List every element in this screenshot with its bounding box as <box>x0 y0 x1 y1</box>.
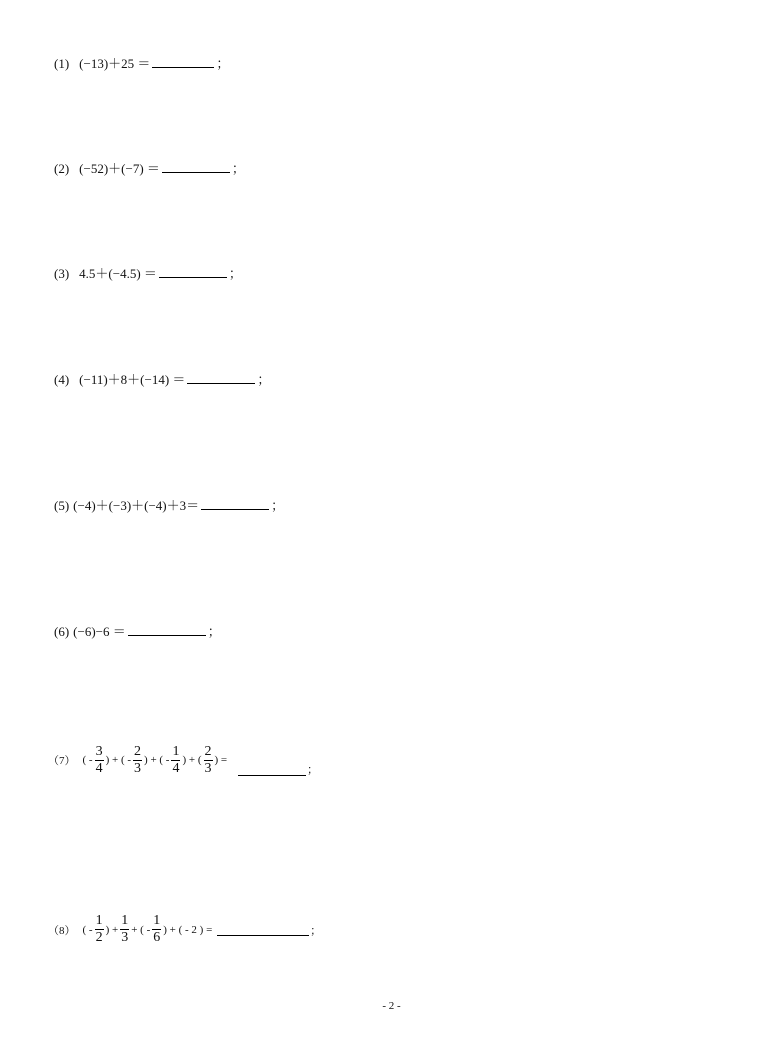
fraction <box>204 744 213 777</box>
page-number: - 2 - <box>382 1000 401 1012</box>
answer-blank[interactable] <box>201 497 269 510</box>
problem-1 <box>54 53 229 72</box>
fraction <box>95 913 104 946</box>
problem-expression: (−6)−6 ＝ <box>73 624 126 639</box>
operator-text: ) + ( - <box>105 754 132 766</box>
problem-8 <box>48 913 322 946</box>
operator-text: ( - <box>82 754 93 766</box>
denominator: 4 <box>172 760 180 776</box>
problem-4 <box>54 369 270 388</box>
numerator: 1 <box>95 913 103 928</box>
problem-expression: (−52)＋(−7) ＝ <box>79 161 160 176</box>
numerator: 2 <box>134 743 142 759</box>
operator-text: ) + <box>105 923 119 936</box>
semicolon: ； <box>271 498 285 513</box>
operator-text: ) + ( - 2 ) = <box>163 923 213 936</box>
operator-text: ) + ( <box>182 754 202 766</box>
numerator: 1 <box>153 913 161 928</box>
semicolon: ； <box>228 266 242 281</box>
problem-number: (5) <box>54 498 70 513</box>
denominator: 4 <box>95 760 103 776</box>
problem-number: （7） <box>48 755 76 767</box>
problem-number: (2) <box>54 161 70 176</box>
problem-7 <box>48 743 319 777</box>
problem-expression: (−11)＋8＋(−14) ＝ <box>79 372 186 387</box>
problem-2 <box>54 158 245 177</box>
answer-blank[interactable] <box>159 265 227 278</box>
denominator: 6 <box>153 930 161 945</box>
semicolon: ； <box>307 764 319 776</box>
numerator: 3 <box>95 743 103 759</box>
operator-text: ) = <box>214 754 228 766</box>
answer-blank[interactable] <box>152 55 214 68</box>
problem-3 <box>54 263 242 282</box>
answer-blank[interactable] <box>187 371 255 384</box>
numerator: 1 <box>121 913 129 928</box>
fraction <box>95 744 104 777</box>
operator-text: ) + ( - <box>144 754 170 766</box>
answer-blank[interactable] <box>217 923 309 936</box>
denominator: 2 <box>95 930 103 945</box>
denominator: 3 <box>204 760 212 776</box>
answer-blank[interactable] <box>128 623 206 636</box>
denominator: 3 <box>121 930 129 945</box>
fraction <box>120 913 129 946</box>
problem-number: （8） <box>48 924 76 937</box>
semicolon: ； <box>257 372 271 387</box>
problem-number: (4) <box>54 372 70 387</box>
fraction <box>152 913 161 946</box>
semicolon: ； <box>207 624 221 639</box>
operator-text: + ( - <box>131 923 151 936</box>
problem-number: (1) <box>54 56 70 71</box>
problem-number: (3) <box>54 266 70 281</box>
semicolon: ； <box>216 56 230 71</box>
problem-number: (6) <box>54 624 70 639</box>
numerator: 1 <box>172 743 180 759</box>
denominator: 3 <box>134 760 142 776</box>
semicolon: ； <box>310 924 322 937</box>
problem-expression: (−13)＋25 ＝ <box>79 56 151 71</box>
problem-6 <box>54 621 221 640</box>
semicolon: ； <box>231 161 245 176</box>
fraction <box>133 744 142 777</box>
answer-blank[interactable] <box>238 763 306 776</box>
problem-5 <box>54 495 284 514</box>
operator-text: ( - <box>82 923 93 936</box>
numerator: 2 <box>204 743 212 759</box>
answer-blank[interactable] <box>162 160 230 173</box>
fraction <box>171 744 180 777</box>
problem-expression: (−4)＋(−3)＋(−4)＋3＝ <box>73 498 200 513</box>
problem-expression: 4.5＋(−4.5) ＝ <box>79 266 157 281</box>
